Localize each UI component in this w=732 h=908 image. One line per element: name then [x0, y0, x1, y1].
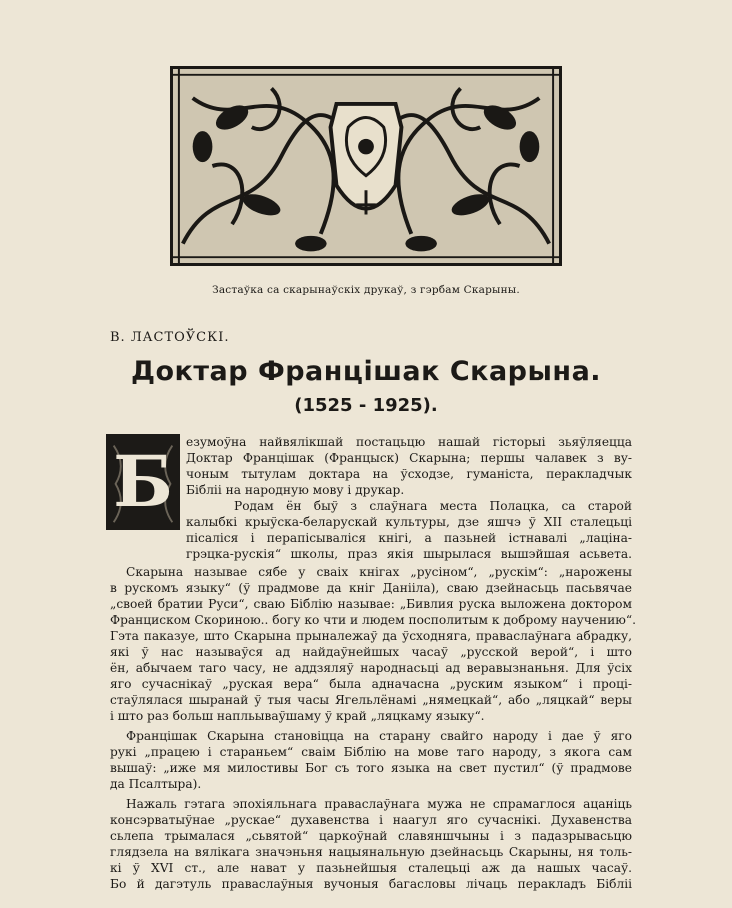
text-line: Доктар Францішак (Францыск) Скарына; першы чалавек з ву- — [186, 451, 632, 465]
text-line: Францішак Скарына становіцца на старану свайго народу і дае ў яго — [126, 729, 632, 743]
text-line: кі ў XVI ст., але нават у пазьнейшыя сталецьці аж да нашых часаў. — [110, 861, 632, 875]
text-line: калыбкі крыўска-беларускай культуры, дзе яшчэ ў XII сталецьці — [186, 515, 632, 529]
text-line: езумоўна найвялікшай постацьцю нашай гісторыі зьяўляецца — [186, 435, 632, 449]
text-line: рукі „працею і стараньем“ сваім Біблію на мове таго народу, з якога сам — [110, 745, 632, 759]
text-line: і што раз больш напльываўшаму ў край „ляцкаму языку“. — [110, 709, 485, 723]
text-line: грэцка-рускія“ школы, праз якія шырылася вышэйшая асьвета. — [186, 547, 632, 561]
text-line: вышаў: „иже мя милостивы Бог съ того языка на свет пустил“ (ў прадмове — [110, 761, 632, 775]
text-line: Бо й дагэтуль праваслаўныя вучоныя багасловы лічаць перакладъ Бібліі — [110, 877, 632, 891]
article-title: Доктар Францішак Скарына. — [130, 356, 602, 387]
text-line: Бібліі на народную мову і друкар. — [186, 483, 405, 497]
text-line: Гэта паказуе, што Скарына прыналежаў да ўсходняга, праваслаўнага абрадку, — [110, 629, 632, 643]
text-line: чоным тытулам доктара на ўсходзе, гуманіста, перакладчык — [186, 467, 632, 481]
text-line: глядзела на вялікага значэньня нацыянальную дзейнасьць Скарыны, ня толь- — [110, 845, 632, 859]
text-line: пісаліся і перапісываліся кнігі, а пазьней істнавалі „лаціна- — [186, 531, 632, 545]
text-line: яго сучаснікаў „руская вера“ была адначасна „руским языком“ і процi- — [110, 677, 632, 691]
text-line: в рускомъ языку“ (ў прадмове да кніг Данііла), сваю дзейнасьць пасьвячае — [110, 581, 632, 595]
text-line: Скарына называе сябе у сваіх кнігах „русіном“, „рускім“: „нарожены — [126, 565, 632, 579]
ornament-engraving — [173, 69, 559, 263]
ornamental-headpiece — [170, 66, 562, 266]
text-line: які ў нас называўся ад найдаўнейшых часаў „русской верой“, і што — [110, 645, 632, 659]
article-dates: (1525 - 1925). — [294, 395, 438, 416]
drop-cap-initial — [106, 434, 180, 530]
text-line: стаўлялася шыранай ў тыя часы Ягельлёнамі „нямецкай“, або „ляцкай“ веры — [110, 693, 632, 707]
text-line: Нажаль гэтага эпохіяльнага праваслаўнага мужа не спрамаглося ацаніць — [126, 797, 632, 811]
author-name: В. ЛАСТОЎСКІ. — [110, 330, 230, 345]
text-line: сьлепа трымалася „сьвятой“ царкоўнай славяншчыны і з падазрывасьцю — [110, 829, 632, 843]
text-line: Родам ён быў з слаўнага места Полацка, са старой — [234, 499, 632, 513]
text-line: „своей братии Руси“, сваю Біблію называе: „Бивлия руска выложена доктором — [110, 597, 632, 611]
text-line: Франциском Скориною.. богу ко чти и людем посполитым к доброму научению“. — [110, 613, 636, 627]
text-line: да Псалтыра). — [110, 777, 202, 791]
text-line: ён, абычаем таго часу, не аддзяляў народнасьці ад веравызнаньня. Для ўсіх — [110, 661, 632, 675]
ornament-caption: Застаўка са скарынаўскіх друкаў, з гэрбам Скарыны. — [212, 284, 520, 296]
drop-cap-letter: Б — [113, 440, 173, 523]
text-line: консэрватыўнае „рускае“ духавенства і наагул яго сучаснікі. Духавенства — [110, 813, 632, 827]
